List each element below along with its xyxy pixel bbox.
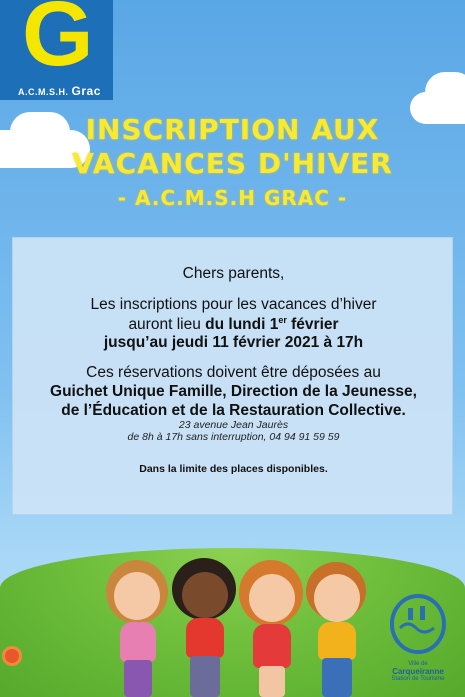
paragraph-2-line-3: de l’Éducation et de la Restauration Collective.: [61, 402, 406, 419]
paragraph-1-line-2: auront lieu du lundi 1er février: [128, 315, 339, 334]
paragraph-2-line-1: Ces réservations doivent être déposées au: [86, 364, 381, 381]
town-emblem-icon: [388, 594, 448, 656]
logo-letter: G: [22, 0, 94, 85]
flower-icon: [5, 649, 19, 663]
address: 23 avenue Jean Jaurès: [178, 419, 289, 431]
carqueiranne-logo: [388, 594, 448, 684]
title-line-1: INSCRIPTION AUX: [85, 113, 380, 146]
acmsh-logo: [0, 0, 113, 100]
availability-note: Dans la limite des places disponibles.: [139, 463, 328, 475]
logo-subtitle: A.C.M.S.H. Grac: [18, 84, 101, 98]
opening-hours: de 8h à 17h sans interruption, 04 94 91 59 59: [127, 431, 340, 443]
info-card: [12, 237, 453, 515]
paragraph-1-line-1: Les inscriptions pour les vacances d’hiver: [90, 296, 377, 313]
child-illustration-4: [300, 562, 380, 697]
paragraph-1-line-3: jusqu’au jeudi 11 février 2021 à 17h: [103, 334, 364, 351]
greeting: Chers parents,: [182, 265, 285, 282]
title-line-3: - A.C.M.S.H GRAC -: [117, 186, 348, 210]
town-logo-text: Ville de Carqueiranne Station de Tourisme: [391, 661, 445, 683]
paragraph-2-line-2: Guichet Unique Famille, Direction de la Jeunesse,: [50, 383, 417, 400]
title-line-2: VACANCES D'HIVER: [72, 147, 393, 180]
cloud-right-puff: [425, 72, 465, 112]
